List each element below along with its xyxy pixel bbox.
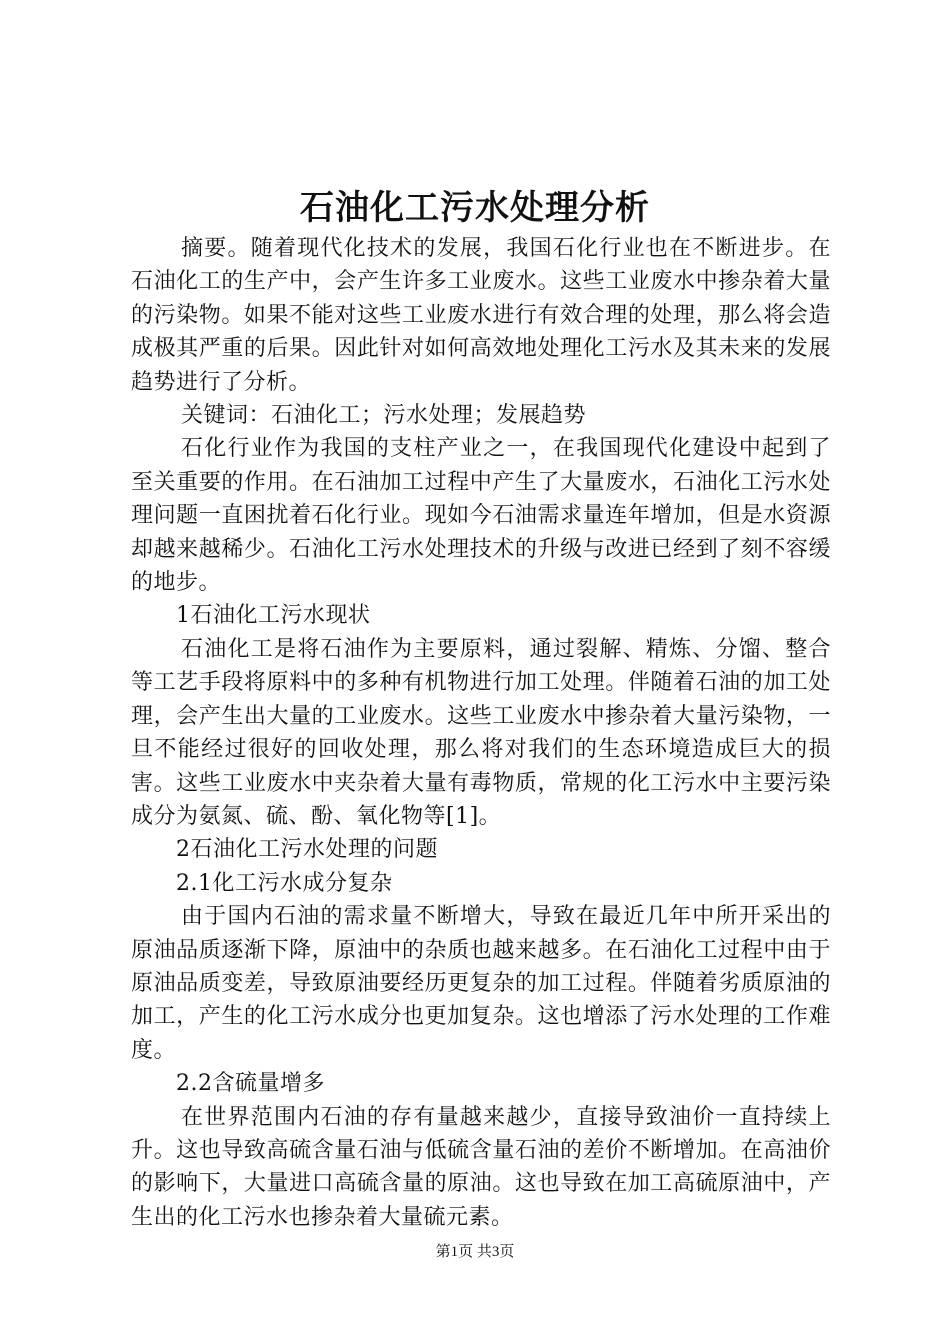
section-2-2-heading: 2.2含硫量增多 [176,1071,325,1097]
section-2-1-paragraph: 由于国内石油的需求量不断增大，导致在最近几年中所开采出的原油品质逐渐下降，原油中的杂质也越来越多。在石油化工过程中由于原油品质变差，导致原油要经历更复杂的加工过程。伴随着劣质原油的加工，产生的化工污水成分也更加复杂。这也增添了污水处理的工作难度。 [131,904,831,1063]
document-body [131,232,831,1234]
section-2-1-heading: 2.1化工污水成分复杂 [176,870,393,896]
abstract-paragraph: 摘要。随着现代化技术的发展，我国石化行业也在不断进步。在石油化工的生产中，会产生许多工业废水。这些工业废水中掺杂着大量的污染物。如果不能对这些工业废水进行有效合理的处理，那么将会造成极其严重的后果。因此针对如何高效地处理化工污水及其未来的发展趋势进行了分析。 [131,236,831,395]
section-1-heading: 1石油化工污水现状 [176,603,371,629]
section-1-paragraph: 石油化工是将石油作为主要原料，通过裂解、精炼、分馏、整合等工艺手段将原料中的多种有机物进行加工处理。伴随着石油的加工处理，会产生出大量的工业废水。这些工业废水中掺杂着大量污染物，一旦不能经过很好的回收处理，那么将对我们的生态环境造成巨大的损害。这些工业废水中夹杂着大量有毒物质，常规的化工污水中主要污染成分为氨氮、硫、酚、氧化物等[1]。 [131,636,831,829]
section-2-heading: 2石油化工污水处理的问题 [176,837,438,863]
page-number-footer: 第1页 共3页 [435,1244,515,1260]
section-2-2-paragraph: 在世界范围内石油的存有量越来越少，直接导致油价一直持续上升。这也导致高硫含量石油与低硫含量石油的差价不断增加。在高油价的影响下，大量进口高硫含量的原油。这也导致在加工高硫原油中，产生出的化工污水也掺杂着大量硫元素。 [131,1104,831,1230]
document-title: 石油化工污水处理分析 [300,188,650,228]
intro-paragraph: 石化行业作为我国的支柱产业之一，在我国现代化建设中起到了至关重要的作用。在石油加工过程中产生了大量废水，石油化工污水处理问题一直困扰着石化行业。现如今石油需求量连年增加，但是水资源却越来越稀少。石油化工污水处理技术的升级与改进已经到了刻不容缓的地步。 [131,436,831,596]
keywords-line: 关键词：石油化工；污水处理；发展趋势 [181,403,587,429]
